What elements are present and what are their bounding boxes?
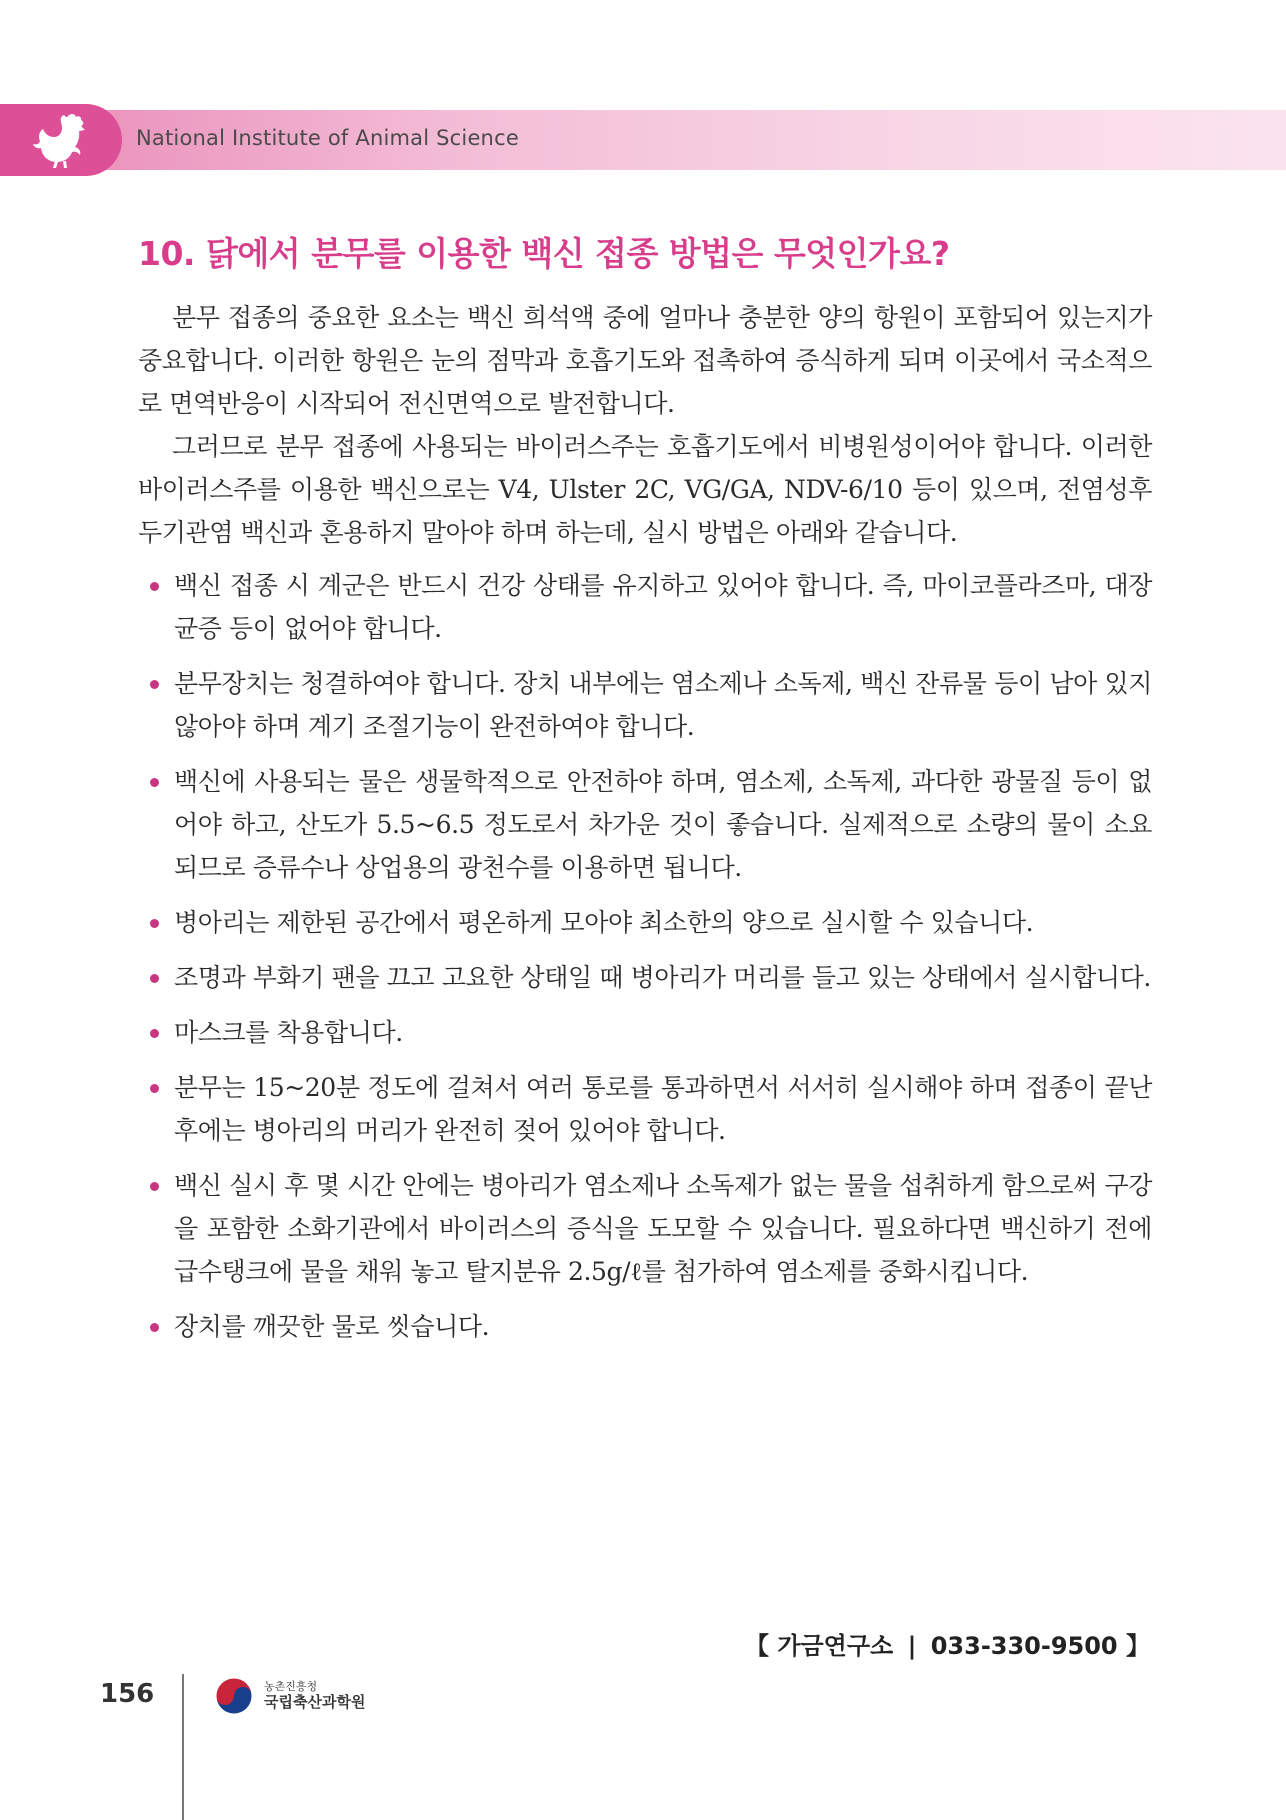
list-item (138, 1305, 1152, 1348)
article-body (138, 296, 1152, 1360)
taegeuk-logo-icon (214, 1676, 254, 1716)
section-heading: 10. 닭에서 분무를 이용한 백신 접종 방법은 무엇인가요? (138, 234, 950, 273)
bullet-icon (150, 1029, 159, 1038)
list-item (138, 1066, 1152, 1152)
org-name: 국립축산과학원 (264, 1692, 366, 1711)
list-item-text: 분무는 15~20분 정도에 걸쳐서 여러 통로를 통과하면서 서서히 실시해야 하며 접종이 끝난 후에는 병아리의 머리가 완전히 젖어 있어야 합니다. (174, 1073, 1152, 1145)
bullet-icon (150, 919, 159, 928)
list-item (138, 956, 1152, 999)
list-item-text: 마스크를 착용합니다. (174, 1018, 403, 1047)
contact-info (745, 1626, 1150, 1661)
list-item-text: 백신 접종 시 계군은 반드시 건강 상태를 유지하고 있어야 합니다. 즉, 마이코플라즈마, 대장균증 등이 없어야 합니다. (174, 571, 1152, 643)
list-item-text: 백신에 사용되는 물은 생물학적으로 안전하야 하며, 염소제, 소독제, 과다한 광물질 등이 없어야 하고, 산도가 5.5~6.5 정도로서 차가운 것이 좋습니다. 실제적으로 소량의 물이 소요되므로 증류수나 상업용의 광천수를 이용하면 됩니다. (174, 767, 1152, 882)
header-badge (0, 104, 122, 176)
footer-divider (182, 1674, 184, 1820)
contact-phone: 033-330-9500 (930, 1632, 1118, 1660)
list-item (138, 1164, 1152, 1293)
method-paragraph: 그러므로 분무 접종에 사용되는 바이러스주는 호흡기도에서 비병원성이어야 합니다. 이러한 바이러스주를 이용한 백신으로는 V4, Ulster 2C, VG/GA, NDV-6/10 등이 있으며, 전염성후두기관염 백신과 혼용하지 말아야 하며 하는데, 실시 방법은 아래와 같습니다. (138, 432, 1152, 547)
contact-open-bracket: 【 (744, 1632, 769, 1660)
contact-department: 가금연구소 (777, 1632, 894, 1660)
bullet-icon (150, 778, 159, 787)
chicken-icon (31, 111, 91, 169)
bullet-icon (150, 1182, 159, 1191)
list-item (138, 564, 1152, 650)
bullet-icon (150, 1323, 159, 1332)
intro-paragraph: 분무 접종의 중요한 요소는 백신 희석액 중에 얼마나 충분한 양의 항원이 포함되어 있는지가 중요합니다. 이러한 항원은 눈의 점막과 호흡기도와 접촉하여 증식하게 되며 이곳에서 국소적으로 면역반응이 시작되어 전신면역으로 발전합니다. (138, 303, 1152, 418)
bullet-icon (150, 582, 159, 591)
procedure-list (138, 564, 1152, 1348)
list-item-text: 분무장치는 청결하여야 합니다. 장치 내부에는 염소제나 소독제, 백신 잔류물 등이 남아 있지 않아야 하며 계기 조절기능이 완전하여야 합니다. (174, 669, 1152, 741)
list-item (138, 662, 1152, 748)
bullet-icon (150, 1084, 159, 1093)
publisher-name: National Institute of Animal Science (136, 126, 519, 150)
page-number: 156 (100, 1679, 155, 1709)
org-logo (214, 1676, 365, 1716)
bullet-icon (150, 680, 159, 689)
list-item-text: 백신 실시 후 몇 시간 안에는 병아리가 염소제나 소독제가 없는 물을 섭취하게 함으로써 구강을 포함한 소화기관에서 바이러스의 증식을 도모할 수 있습니다. 필요하다면 백신하기 전에 급수탱크에 물을 채워 놓고 탈지분유 2.5g/ℓ를 첨가하여 염소제를 중화시킵니다. (174, 1171, 1152, 1286)
list-item (138, 760, 1152, 889)
bullet-icon (150, 974, 159, 983)
list-item-text: 조명과 부화기 팬을 끄고 고요한 상태일 때 병아리가 머리를 들고 있는 상태에서 실시합니다. (174, 963, 1151, 992)
list-item-text: 병아리는 제한된 공간에서 평온하게 모아야 최소한의 양으로 실시할 수 있습니다. (174, 908, 1034, 937)
list-item (138, 1011, 1152, 1054)
list-item-text: 장치를 깨끗한 물로 씻습니다. (174, 1312, 490, 1341)
list-item (138, 901, 1152, 944)
contact-divider: | (907, 1632, 917, 1660)
org-parent-name: 농촌진흥청 (264, 1680, 318, 1694)
contact-close-bracket: 】 (1126, 1632, 1150, 1660)
